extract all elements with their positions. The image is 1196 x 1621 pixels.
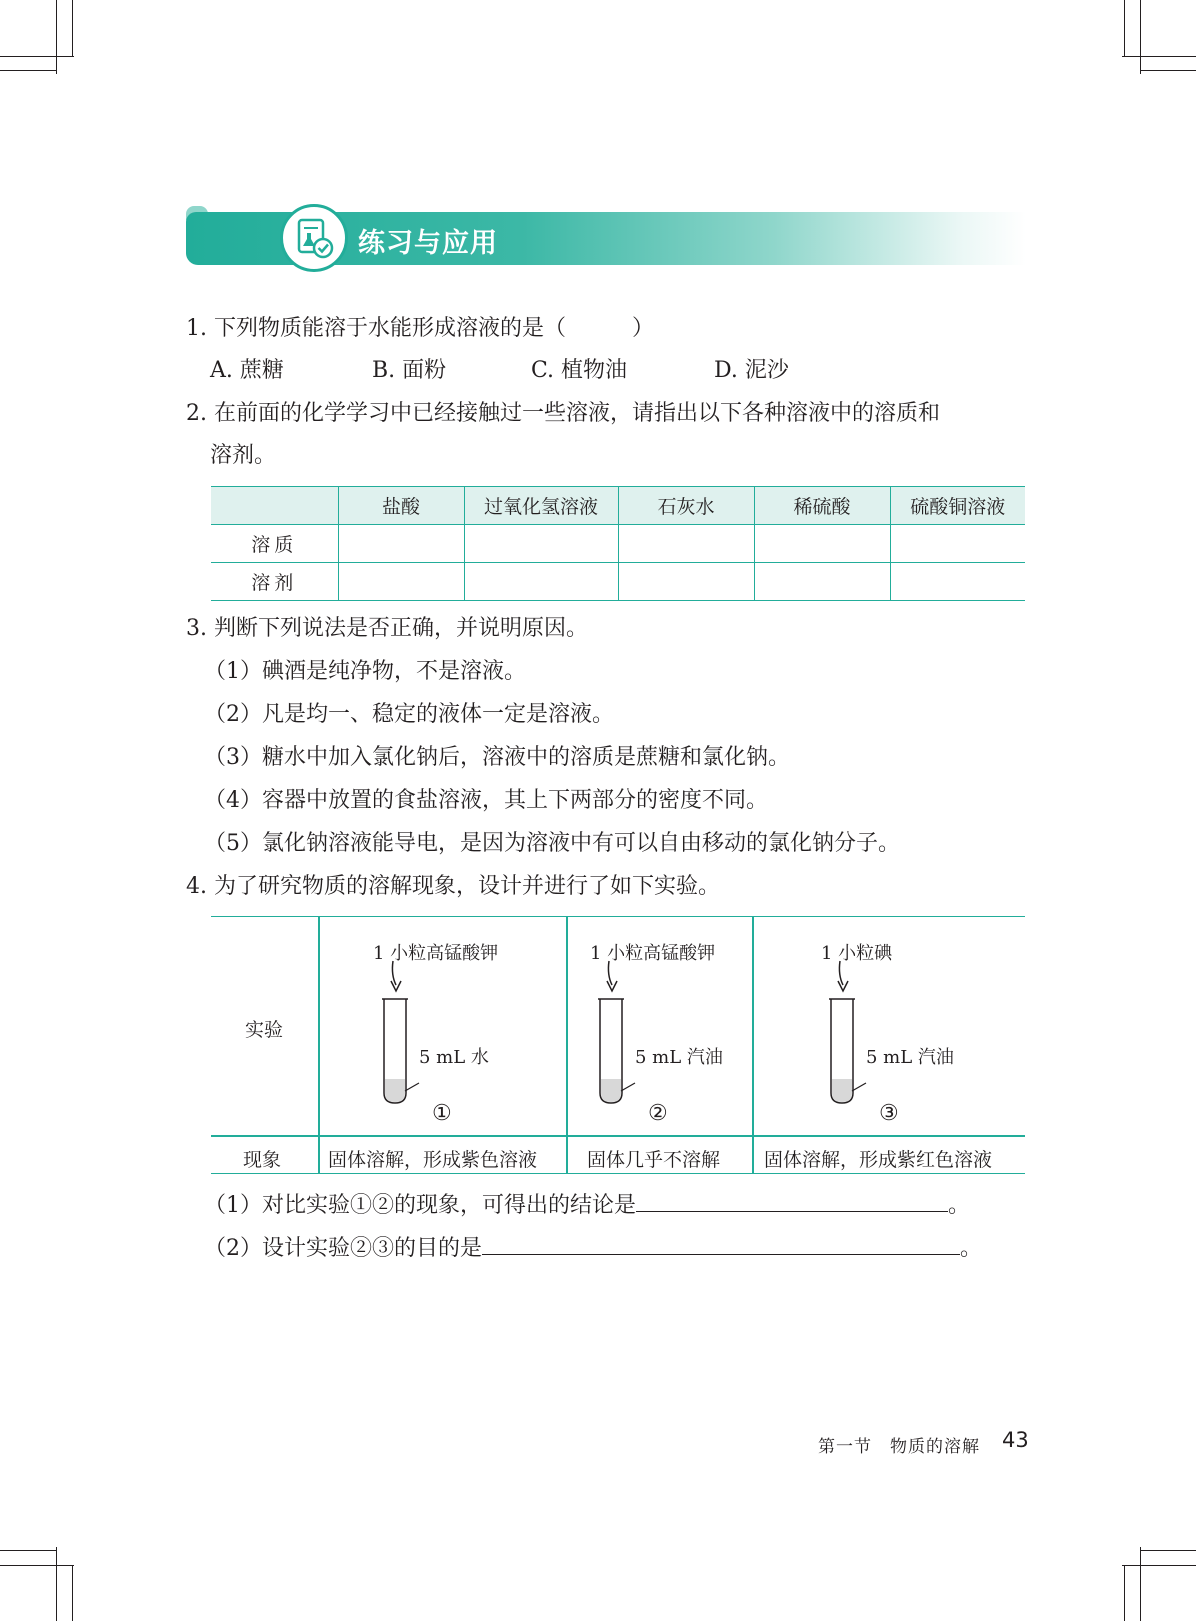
answer-cell[interactable]	[338, 563, 464, 601]
row-label-experiment: 实验	[245, 1019, 284, 1041]
solvent-label: 5 mL 汽油	[635, 1047, 723, 1068]
q3-item-1: （1）碘酒是纯净物，不是溶液。	[204, 659, 526, 684]
page-number: 43	[1002, 1428, 1029, 1452]
q4-sub2-text: （2）设计实验②③的目的是	[204, 1236, 482, 1261]
solution-table	[211, 486, 1025, 601]
solvent-label: 5 mL 汽油	[866, 1047, 954, 1068]
solute-label: 1 小粒高锰酸钾	[590, 943, 716, 964]
answer-cell[interactable]	[754, 525, 890, 563]
table-row	[211, 563, 1025, 601]
table-row	[211, 525, 1025, 563]
answer-blank[interactable]	[636, 1190, 948, 1212]
row-label-phenomenon: 现象	[243, 1149, 282, 1171]
experiment-number: ①	[432, 1101, 452, 1126]
experiment-number: ②	[648, 1101, 668, 1126]
phenomenon-text: 固体溶解，形成紫色溶液	[328, 1149, 538, 1171]
answer-cell[interactable]	[618, 563, 754, 601]
q2-stem-line2: 溶剂。	[210, 443, 277, 468]
answer-blank[interactable]	[482, 1233, 960, 1255]
q1-option-b: B. 面粉	[372, 358, 447, 383]
end-mark: 。	[948, 1193, 971, 1218]
solvent-label: 5 mL 水	[419, 1047, 489, 1068]
q4-sub1	[204, 1190, 970, 1221]
solute-label: 1 小粒碘	[821, 943, 893, 964]
answer-cell[interactable]	[464, 525, 618, 563]
q4-stem: 4. 为了研究物质的溶解现象，设计并进行了如下实验。	[186, 874, 720, 899]
table-header-cell: 硫酸铜溶液	[890, 487, 1025, 525]
q1-option-d: D. 泥沙	[714, 358, 789, 383]
q1-option-a: A. 蔗糖	[210, 358, 284, 383]
footer-section: 第一节 物质的溶解	[818, 1437, 980, 1457]
table-header-row	[211, 487, 1025, 525]
q3-item-4: （4）容器中放置的食盐溶液，其上下两部分的密度不同。	[204, 788, 768, 813]
end-mark: 。	[960, 1236, 983, 1261]
answer-cell[interactable]	[754, 563, 890, 601]
q3-stem: 3. 判断下列说法是否正确，并说明原因。	[186, 616, 588, 641]
q3-item-3: （3）糖水中加入氯化钠后，溶液中的溶质是蔗糖和氯化钠。	[204, 745, 790, 770]
answer-cell[interactable]	[890, 563, 1025, 601]
row-label-solvent: 溶剂	[211, 563, 338, 601]
phenomenon-text: 固体几乎不溶解	[587, 1149, 721, 1171]
answer-cell[interactable]	[338, 525, 464, 563]
q4-sub2	[204, 1233, 982, 1264]
table-header-cell	[211, 487, 338, 525]
table-header-cell: 稀硫酸	[754, 487, 890, 525]
test-tube-icon	[818, 959, 868, 1109]
q1-option-c: C. 植物油	[531, 358, 628, 383]
answer-cell[interactable]	[464, 563, 618, 601]
worksheet-check-icon	[280, 204, 348, 272]
answer-cell[interactable]	[890, 525, 1025, 563]
solute-label: 1 小粒高锰酸钾	[373, 943, 499, 964]
q2-stem-line1: 2. 在前面的化学学习中已经接触过一些溶液，请指出以下各种溶液中的溶质和	[186, 401, 940, 426]
test-tube-icon	[371, 959, 421, 1109]
q3-item-2: （2）凡是均一、稳定的液体一定是溶液。	[204, 702, 614, 727]
table-header-cell: 盐酸	[338, 487, 464, 525]
q3-item-5: （5）氯化钠溶液能导电，是因为溶液中有可以自由移动的氯化钠分子。	[204, 831, 900, 856]
experiment-number: ③	[879, 1101, 899, 1126]
section-title: 练习与应用	[358, 228, 498, 259]
row-label-solute: 溶质	[211, 525, 338, 563]
answer-cell[interactable]	[618, 525, 754, 563]
q4-sub1-text: （1）对比实验①②的现象，可得出的结论是	[204, 1193, 636, 1218]
q1-stem: 1. 下列物质能溶于水能形成溶液的是（ ）	[186, 316, 654, 341]
table-header-cell: 石灰水	[618, 487, 754, 525]
test-tube-icon	[587, 959, 637, 1109]
table-header-cell: 过氧化氢溶液	[464, 487, 618, 525]
phenomenon-text: 固体溶解，形成紫红色溶液	[764, 1149, 993, 1171]
experiment-table	[211, 916, 1025, 1174]
